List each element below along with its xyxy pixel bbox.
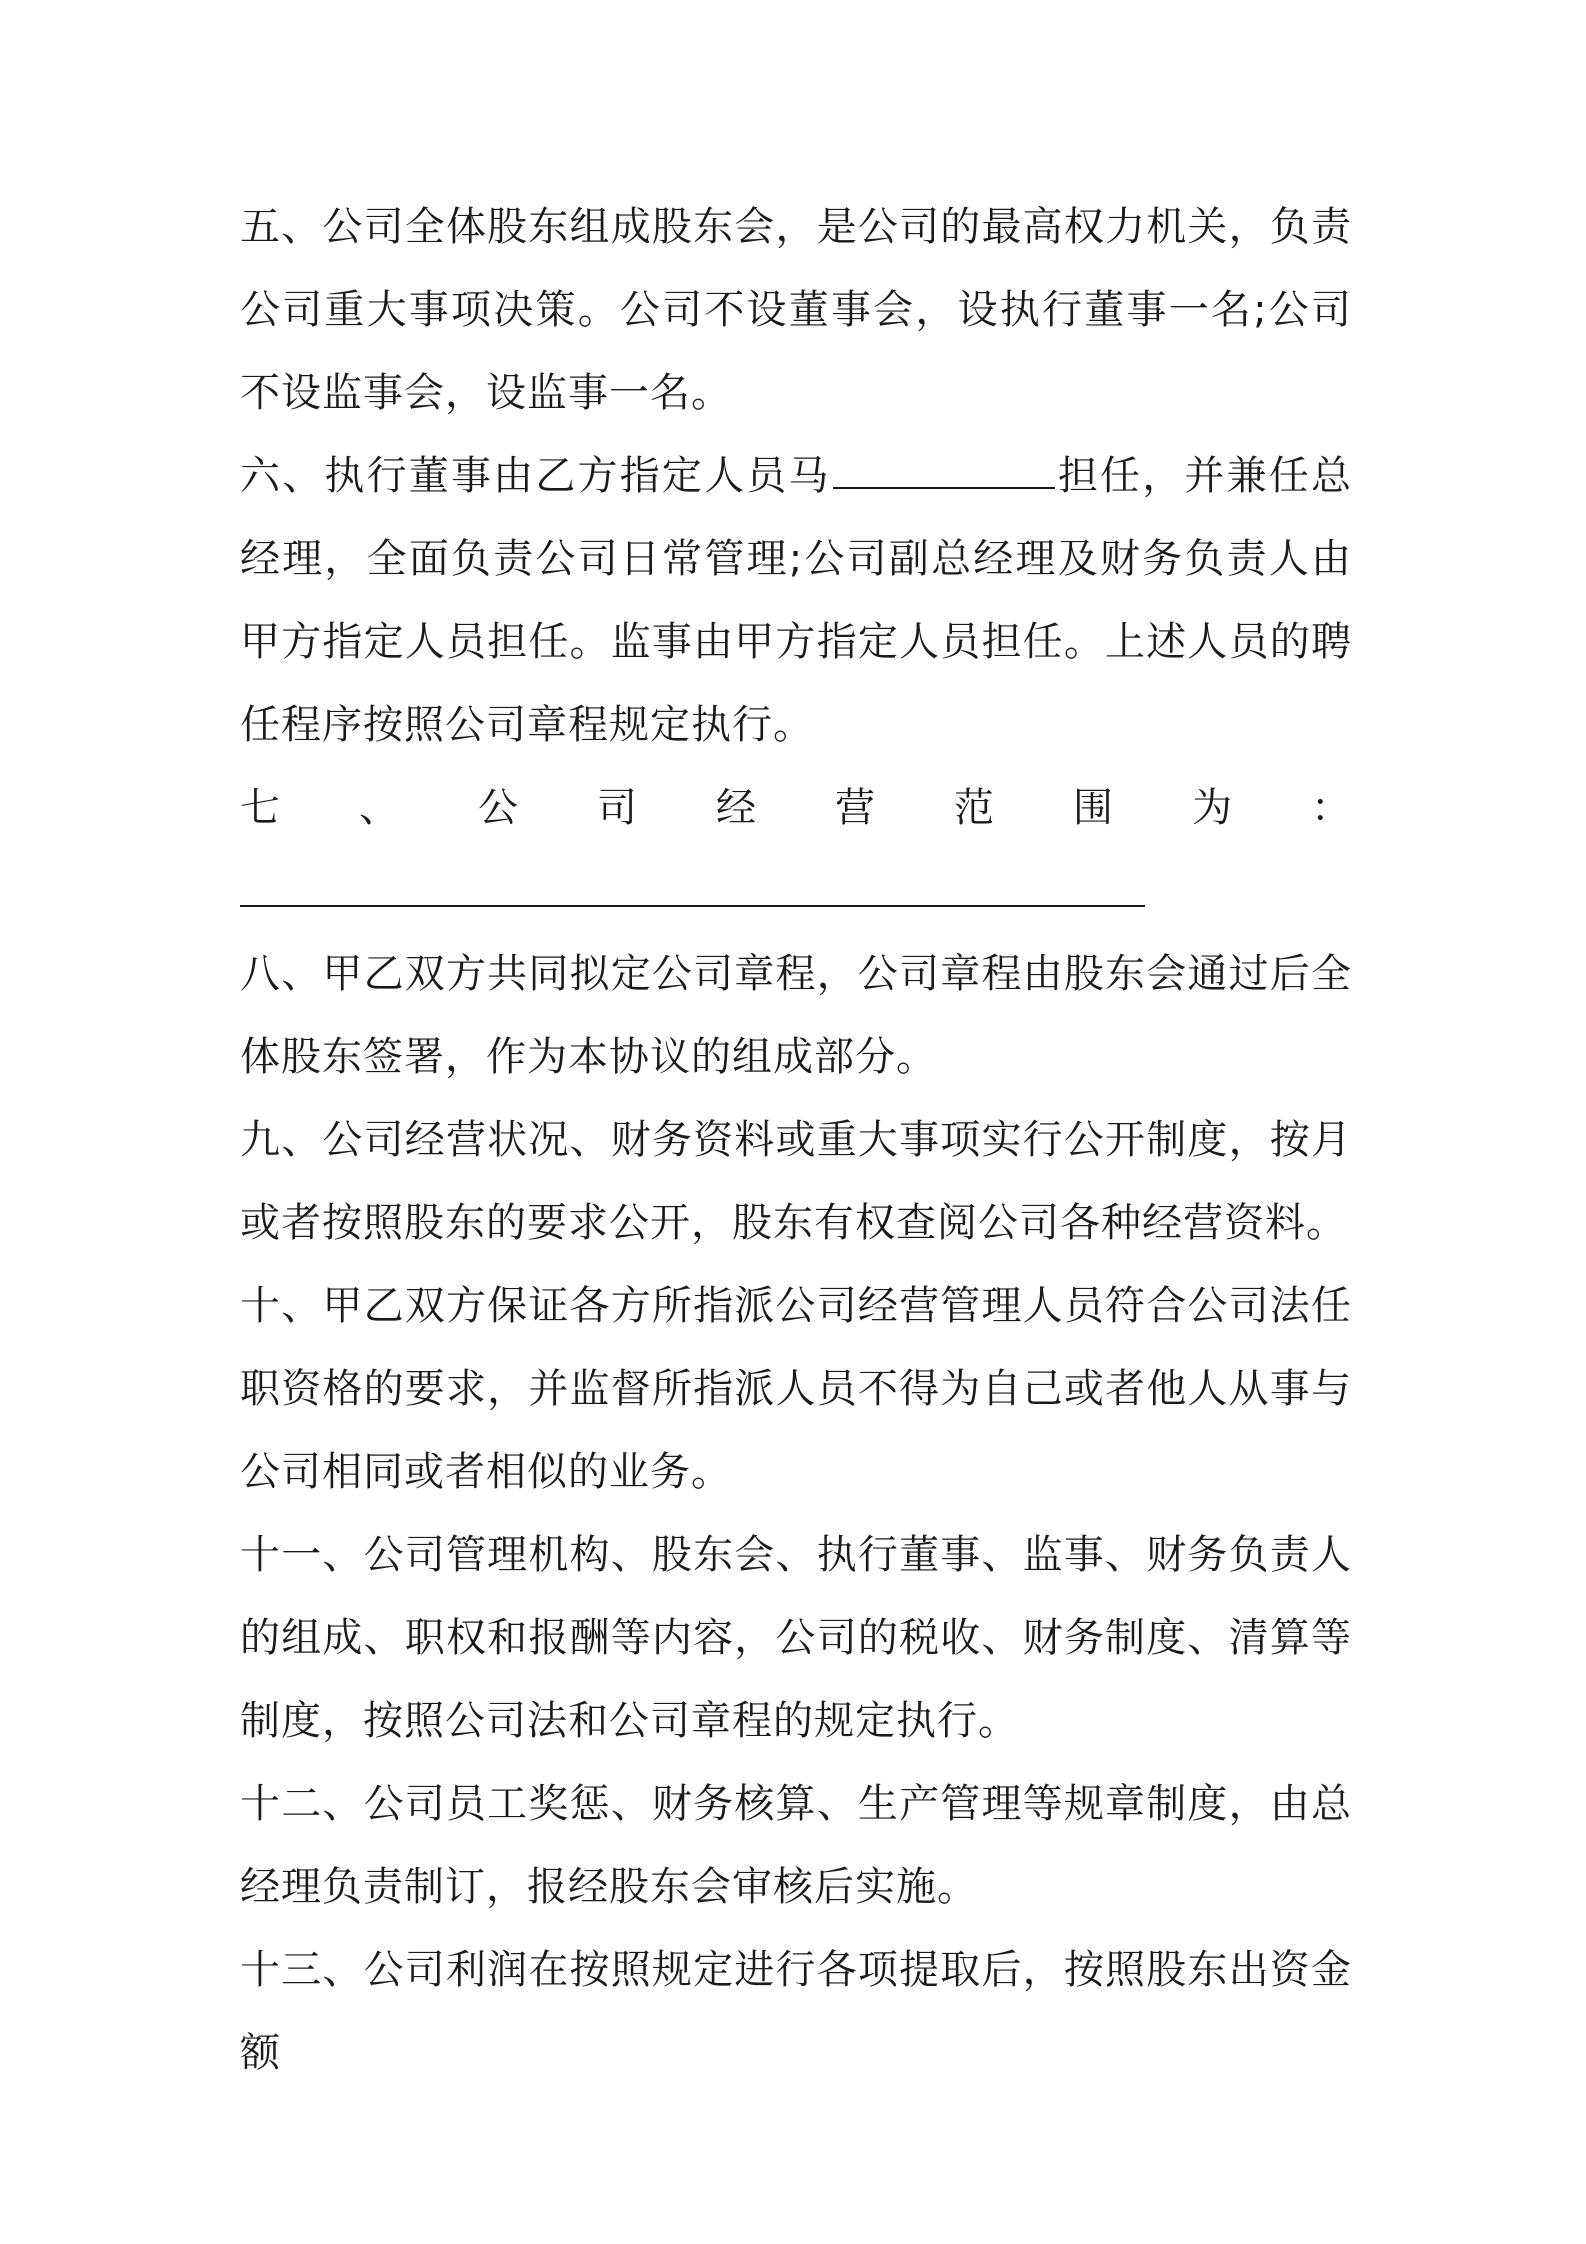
document-body <box>240 186 1352 2095</box>
clause-11: 十一、公司管理机构、股东会、执行董事、监事、财务负责人的组成、职权和报酬等内容，公司的税收、财务制度、清算等制度，按照公司法和公司章程的规定执行。 <box>240 1532 1352 1744</box>
clause-6-text-before: 六、执行董事由乙方指定人员马 <box>240 453 831 499</box>
clause-10: 十、甲乙双方保证各方所指派公司经营管理人员符合公司法任职资格的要求，并监督所指派人员不得为自己或者他人从事与公司相同或者相似的业务。 <box>240 1283 1352 1495</box>
business-scope-blank <box>240 850 1352 933</box>
clause-13: 十三、公司利润在按照规定进行各项提取后，按照股东出资金额 <box>240 1947 1352 2076</box>
clause-8: 八、甲乙双方共同拟定公司章程，公司章程由股东会通过后全体股东签署，作为本协议的组成部分。 <box>240 951 1352 1080</box>
clause-5: 五、公司全体股东组成股东会，是公司的最高权力机关，负责公司重大事项决策。公司不设董事会，设执行董事一名;公司不设监事会，设监事一名。 <box>240 204 1352 416</box>
clause-9: 九、公司经营状况、财务资料或重大事项实行公开制度，按月或者按照股东的要求公开，股东有权查阅公司各种经营资料。 <box>240 1117 1352 1246</box>
business-scope-underline <box>240 905 1145 907</box>
director-name-blank <box>833 457 1055 489</box>
clause-6-text-after: 担任，并兼任总经理，全面负责公司日常管理;公司副总经理及财务负责人由甲方指定人员担任。监事由甲方指定人员担任。上述人员的聘任程序按照公司章程规定执行。 <box>240 453 1353 748</box>
clause-7: 七、公司经营范围为： <box>240 785 1352 831</box>
clause-6 <box>240 435 1352 767</box>
clause-12: 十二、公司员工奖惩、财务核算、生产管理等规章制度，由总经理负责制订，报经股东会审核后实施。 <box>240 1781 1352 1910</box>
